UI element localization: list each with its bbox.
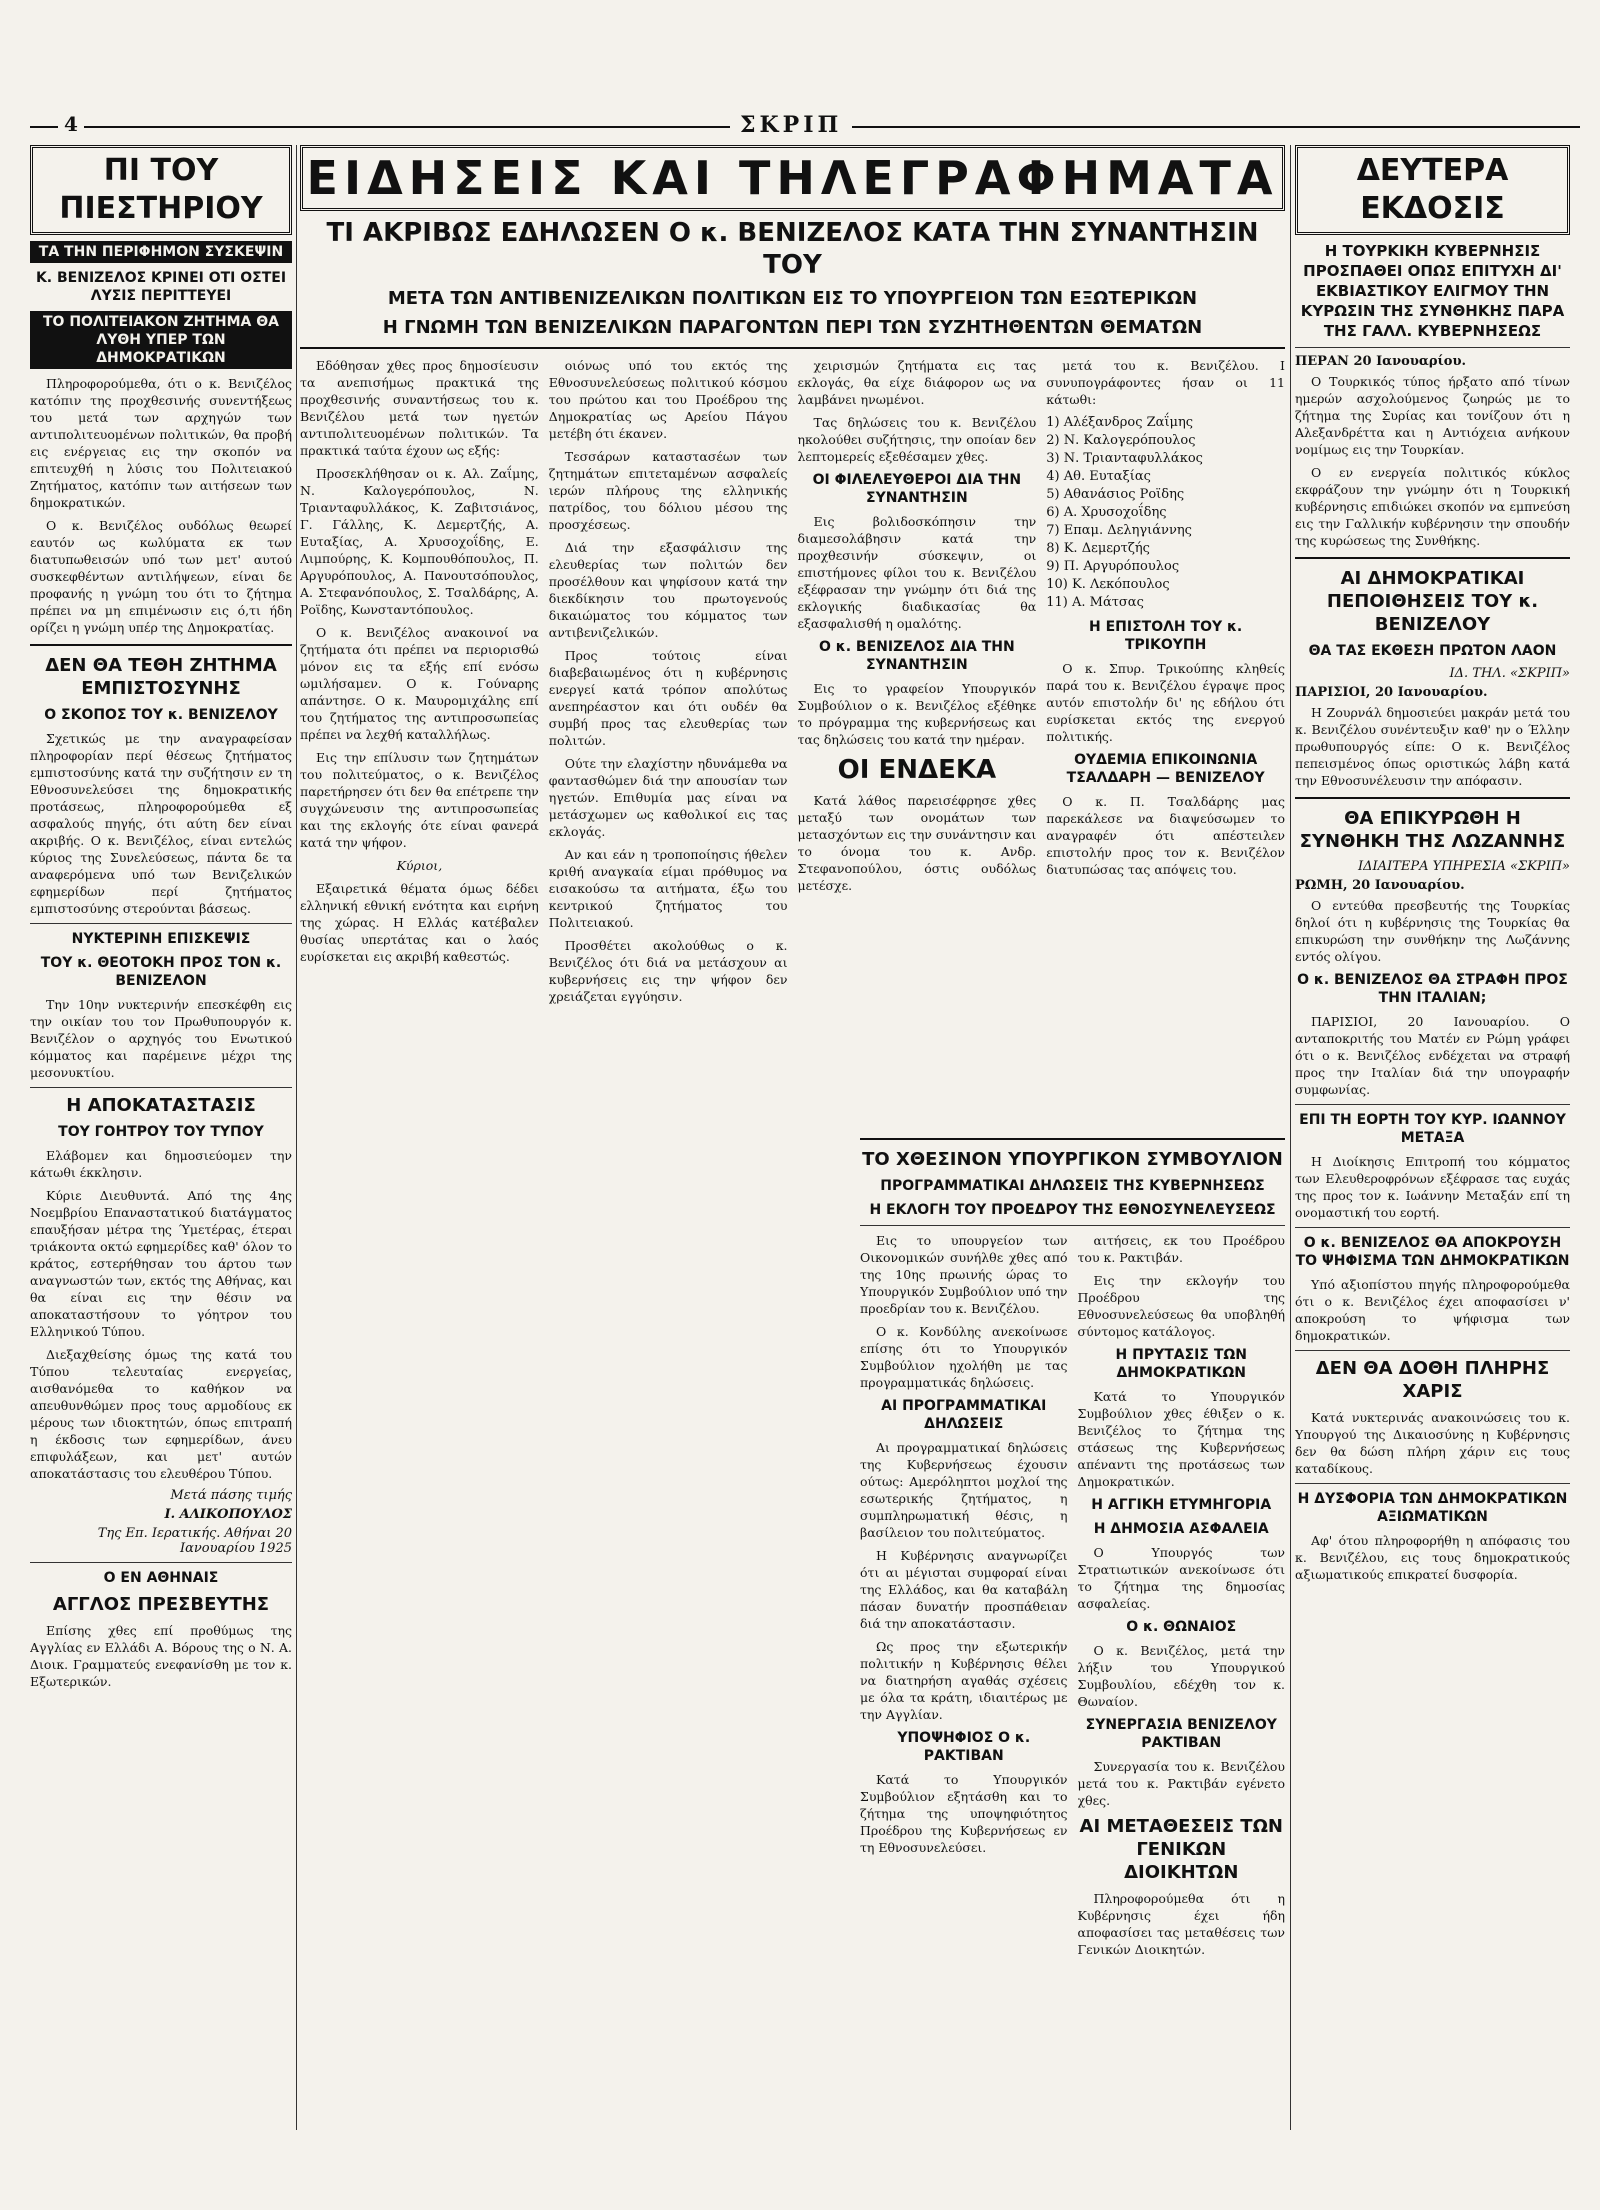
- main-headline-1: ΤΙ ΑΚΡΙΒΩΣ ΕΔΗΛΩΣΕΝ Ο κ. ΒΕΝΙΖΕΛΟΣ ΚΑΤΑ ΤΗΝ ΣΥΝΑΝΤΗΣΙΝ ΤΟΥ: [326, 218, 1259, 280]
- left-headline-3: ΤΟ ΠΟΛΙΤΕΙΑΚΟΝ ΖΗΤΗΜΑ ΘΑ ΛΥΘΗ ΥΠΕΡ ΤΩΝ ΔΗΜΟΚΡΑΤΙΚΩΝ: [30, 311, 292, 369]
- right-column: [1295, 145, 1570, 2130]
- list-item: 3) Ν. Τριανταφυλλάκος: [1046, 451, 1203, 466]
- divider: [860, 1138, 1285, 1140]
- article-paragraph: Εις το γραφείον Υπουργικόν Συμβούλιον ο κ. Βενιζέλος εξέθηκε το πρόγραμμα της κυβερνήσεως και τας δηλώσεις του κατά την ημέραν.: [797, 681, 1037, 747]
- source-line: ΙΔ. ΤΗΛ. «ΣΚΡΙΠ»: [1449, 666, 1570, 681]
- list-item: 6) Α. Χρυσοχοΐδης: [1046, 505, 1167, 520]
- list-item: 7) Επαμ. Δεληγιάννης: [1046, 523, 1192, 538]
- right-headline-4: ΘΑ ΕΠΙΚΥΡΩΘΗ Η ΣΥΝΘΗΚΗ ΤΗΣ ΛΩΖΑΝΝΗΣ: [1299, 808, 1566, 852]
- article-paragraph: Ο Υπουργός των Στρατιωτικών ανεκοίνωσε ότι το ζήτημα της δημοσίας ασφαλείας.: [1077, 1545, 1285, 1611]
- article-paragraph: Ο κ. Π. Τσαλδάρης μας παρεκάλεσε να διαψεύσωμεν το αναγραφέν ότι απέστειλεν επιστολήν προς τον κ. Βενιζέλον διατυπώσας τας απόψεις του.: [1046, 794, 1285, 877]
- left-headline-1: ΤΑ ΤΗΝ ΠΕΡΙΦΗΜΟΝ ΣΥΣΚΕΨΙΝ: [30, 241, 292, 263]
- dateline: ΠΕΡΑΝ 20 Ιανουαρίου.: [1295, 354, 1467, 369]
- main-headline-2: ΜΕΤΑ ΤΩΝ ΑΝΤΙΒΕΝΙΖΕΛΙΚΩΝ ΠΟΛΙΤΙΚΩΝ ΕΙΣ ΤΟ ΥΠΟΥΡΓΕΙΟΝ ΤΩΝ ΕΞΩΤΕΡΙΚΩΝ: [387, 288, 1198, 309]
- article-paragraph: Κατά το Υπουργικόν Συμβούλιον εξητάσθη και το ζήτημα της υποψηφιότητος Προέδρου της Κυβερνήσεως εν τη Εθνοσυνελεύσει.: [860, 1772, 1068, 1855]
- page-header: [30, 112, 1580, 136]
- section-headline: Η ΑΓΓΙΚΗ ΕΤΥΜΗΓΟΡΙΑ: [1091, 1497, 1272, 1513]
- left-paragraph: Ο κ. Βενιζέλος ουδόλως θεωρεί εαυτόν ως κωλύματα εκ των διατυπωθεισών υπό των μετ' αυτού συσκεφθέντων αντιλήψεων, είναι δε προφανής η γνώμη του ότι το ζήτημα πρέπει να μη επιμένωσιν εις ό,τι ήδη ορίζει η γνώμη υπέρ της Δημοκρατίας.: [30, 518, 292, 635]
- article-paragraph: Εδόθησαν χθες προς δημοσίευσιν τα ανεπισήμως πρακτικά της προχθεσινής συναντήσεως του κ. Βενιζέλου μετά των ηγετών αντιπολιτευομένων πολιτικών. Τα πρακτικά ταύτα έχουν ως εξής:: [300, 358, 539, 458]
- left-paragraph: Κύριε Διευθυντά. Από της 4ης Νοεμβρίου Επαναστατικού διατάγματος επαυξήσαν μέτρα της Ύμετέρας, έτεραι τριάκοντα οκτώ εφημερίδες καθ' όλον το κράτος, εστερήθησαν του άρτου των αναγνωστών των, εκτός της Αθήνας, και θα είναι εις την θέσιν να αποκαταστήσουν το γόητρον του Ελληνικού Τύπου.: [30, 1188, 292, 1339]
- divider: [1295, 1227, 1570, 1228]
- article-paragraph: οιόνως υπό του εκτός της Εθνοσυνελεύσεως πολιτικού κόσμου του πρώτου και του Προέδρου της Δημοκρατίας ως Αρείου Πάγου μετέβη ότι έκανεν.: [548, 358, 788, 441]
- article-paragraph: Ο κ. Σπυρ. Τρικούπης κληθείς παρά του κ. Βενιζέλου έγραψε προς αυτόν επιστολήν δι' ης εδήλου ότι ευρίσκεται εκτός της ενεργού πολιτικής.: [1046, 661, 1285, 744]
- source-line: ΙΔΙΑΙΤΕΡΑ ΥΠΗΡΕΣΙΑ «ΣΚΡΙΠ»: [1358, 859, 1570, 874]
- left-headline-8: Η ΑΠΟΚΑΤΑΣΤΑΣΙΣ: [66, 1095, 256, 1116]
- right-paragraph: Ο εν ενεργεία πολιτικός κύκλος εκφράζουν την γνώμην ότι η Τουρκική κυβέρνησις επιδιώκει σκοπόν να εμπνεύση εις την Γαλλικήν κυβέρνησιν την σπουδήν της κυρώσεως της Συνθήκης.: [1295, 465, 1570, 548]
- list-item: 4) Αθ. Ευταξίας: [1046, 469, 1151, 484]
- article-paragraph: Προς τούτοις είναι διαβεβαιωμένος ότι η κυβέρνησις ενεργεί κατά τρόπον απολύτως ανεπηρέαστον και ότι ουδέν θα συμβή προς τας ελευθερίας των πολιτών.: [548, 648, 788, 748]
- right-headline-8: ΔΕΝ ΘΑ ΔΟΘΗ ΠΛΗΡΗΣ ΧΑΡΙΣ: [1315, 1358, 1550, 1402]
- article-paragraph: Αι προγραμματικαί δηλώσεις της Κυβερνήσεως έχουσιν ούτως: Αμερόληπτοι μοχλοί της εσωτερικής ζητήματος, η συμπληρωματική θέσις, η βασίλειον του πολιτεύματος.: [860, 1440, 1068, 1540]
- section-headline: ΟΥΔΕΜΙΑ ΕΠΙΚΟΙΝΩΝΙΑ ΤΣΑΛΔΑΡΗ — ΒΕΝΙΖΕΛΟΥ: [1066, 752, 1265, 786]
- main-column-1: [300, 357, 539, 2130]
- section-headline: ΑΙ ΠΡΟΓΡΑΜΜΑΤΙΚΑΙ ΔΗΛΩΣΕΙΣ: [881, 1398, 1047, 1432]
- left-paragraph: Πληροφορούμεθα, ότι ο κ. Βενιζέλος κατόπιν της προχθεσινής συνεντήξεως του μετά των αρχηγών των αντιπολιτευομένων πολιτικών, θα προβή εις ενέργειας εις την σκοπόν να επιτευχθή η λύσις του Πολιτειακού Ζητήματος, κατόπιν των αιτήσεων των δημοκρατικών.: [30, 376, 292, 510]
- article-paragraph: Κύριοι,: [396, 858, 443, 873]
- left-headline-9: ΤΟΥ ΓΟΗΤΡΟΥ ΤΟΥ ΤΥΠΟΥ: [58, 1124, 264, 1140]
- cabinet-section: [860, 1130, 1285, 2130]
- article-paragraph: αιτήσεις, εκ του Προέδρου του κ. Ρακτιβάν.: [1077, 1233, 1285, 1265]
- main-headline-3: Η ΓΝΩΜΗ ΤΩΝ ΒΕΝΙΖΕΛΙΚΩΝ ΠΑΡΑΓΟΝΤΩΝ ΠΕΡΙ ΤΩΝ ΣΥΖΗΤΗΘΕΝΤΩΝ ΘΕΜΑΤΩΝ: [382, 317, 1203, 338]
- left-headline-2: Κ. ΒΕΝΙΖΕΛΟΣ ΚΡΙΝΕΙ ΟΤΙ ΟΣΤΕΙ ΛΥΣΙΣ ΠΕΡΙΤΤΕΥΕΙ: [35, 270, 287, 304]
- left-paragraph: Διεξαχθείσης όμως της κατά του Τύπου τελευταίας ενεργείας, αισθανόμεθα το καθήκον να απευθυνθώμεν προς τους αρμοδίους εκ μέρους των ιδιοκτητών, όπως επιτραπή η έκδοσις των εφημερίδων, άνευ επιφυλάξεων, και μετ' αυτών αποκατάστασις του ελευθέρου Τύπου.: [30, 1347, 292, 1481]
- right-headline-3: ΘΑ ΤΑΣ ΕΚΘΕΣΗ ΠΡΩΤΟΝ ΛΑΟΝ: [1308, 643, 1557, 659]
- section-headline: Η ΠΡΥΤΑΣΙΣ ΤΩΝ ΔΗΜΟΚΡΑΤΙΚΩΝ: [1115, 1347, 1247, 1381]
- divider: [1295, 347, 1570, 348]
- right-headline-2: ΑΙ ΔΗΜΟΚΡΑΤΙΚΑΙ ΠΕΠΟΙΘΗΣΕΙΣ ΤΟΥ κ. ΒΕΝΙΖΕΛΟΥ: [1326, 568, 1539, 635]
- left-paragraph: Την 10ην νυκτερινήν επεσκέφθη εις την οικίαν του τον Πρωθυπουργόν κ. Βενιζέλον ο αρχηγός του Ενωτικού κόμματος και παρέμεινε μέχρι της μεσονυκτίου.: [30, 997, 292, 1080]
- article-paragraph: Εις το υπουργείον των Οικονομικών συνήλθε χθες από της 10ης πρωινής ώρας το Υπουργικόν Συμβούλιον υπό την προεδρίαν του κ. Βενιζέλου.: [860, 1233, 1068, 1316]
- right-headline-6: ΕΠΙ ΤΗ ΕΟΡΤΗ ΤΟΥ ΚΥΡ. ΙΩΑΝΝΟΥ ΜΕΤΑΞΑ: [1299, 1112, 1566, 1146]
- main-banner: ΕΙΔΗΣΕΙΣ ΚΑΙ ΤΗΛΕΓΡΑΦΗΜΑΤΑ: [300, 145, 1285, 211]
- dateline: ΠΑΡΙΣΙΟΙ, 20 Ιανουαρίου.: [1295, 685, 1488, 700]
- article-paragraph: Πληροφορούμεθα ότι η Κυβέρνησις έχει ήδη αποφασίσει τας μεταθέσεις των Γενικών Διοικητών.: [1077, 1891, 1285, 1957]
- section-headline: ΟΙ ΦΙΛΕΛΕΥΘΕΡΟΙ ΔΙΑ ΤΗΝ ΣΥΝΑΝΤΗΣΙΝ: [812, 472, 1022, 506]
- left-paragraph: Σχετικώς με την αναγραφείσαν πληροφορίαν περί θέσεως ζητήματος εμπιστοσύνης κατά την συζήτησιν εν τη Εθνοσυνελεύσει της δημοκρατικής προτάσεως, πληροφορούμεθα εξ ασφαλούς πηγής, ότι αύτη δεν είναι ακριβής. Ο κ. Βενιζέλος, είναι εντελώς κύριος της Συνελεύσεως, πάντα δε τα αναφερόμενα υπό των Βενιζελικών εφημερίδων περί ζητήματος εμπιστοσύνης στερούνται βάσεως.: [30, 731, 292, 916]
- cabinet-subheadline-2: Η ΕΚΛΟΓΗ ΤΟΥ ΠΡΟΕΔΡΟΥ ΤΗΣ ΕΘΝΟΣΥΝΕΛΕΥΣΕΩΣ: [869, 1202, 1276, 1218]
- article-paragraph: Η Κυβέρνησις αναγνωρίζει ότι αι μέγισται συμφοραί είναι της Ελλάδος, και θα καταβάλη πάσαν δυνατήν προσπάθειαν διά την αποκατάστασιν.: [860, 1548, 1068, 1631]
- right-headline-7: Ο κ. ΒΕΝΙΖΕΛΟΣ ΘΑ ΑΠΟΚΡΟΥΣΗ ΤΟ ΨΗΦΙΣΜΑ ΤΩΝ ΔΗΜΟΚΡΑΤΙΚΩΝ: [1295, 1235, 1570, 1269]
- cabinet-column-1: [860, 1232, 1068, 1964]
- list-item: 1) Αλέξανδρος Ζαΐμης: [1046, 415, 1194, 430]
- divider: [30, 923, 292, 924]
- divider: [1295, 797, 1570, 799]
- divider: [1295, 1350, 1570, 1351]
- section-headline: Ο κ. ΒΕΝΙΖΕΛΟΣ ΔΙΑ ΤΗΝ ΣΥΝΑΝΤΗΣΙΝ: [819, 639, 1015, 673]
- cabinet-columns: [860, 1232, 1285, 1964]
- page-number: 4: [58, 112, 84, 136]
- cabinet-subheadline-1: ΠΡΟΓΡΑΜΜΑΤΙΚΑΙ ΔΗΛΩΣΕΙΣ ΤΗΣ ΚΥΒΕΡΝΗΣΕΩΣ: [880, 1178, 1265, 1194]
- article-paragraph: χειρισμών ζητήματα εις τας εκλογάς, θα είχε διάφορον ως να λαμβάνει ηνωμένοι.: [797, 358, 1037, 407]
- column-rule-2: [1290, 145, 1291, 2130]
- article-paragraph: Εξαιρετικά θέματα όμως δέδει ελληνική εθνική ενότητα και ειρήνη της χώρας. Η Ελλάς κατέβαλεν θυσίας υπερτάτας και ο λαός ευρίσκεται εις ακριβή καθεστώς.: [300, 881, 539, 964]
- masthead: ΣΚΡΙΠ: [730, 112, 852, 138]
- article-paragraph: Αν και εάν η τροποποίησις ήθελεν κριθή αναγκαία είμαι πρόθυμος να εισακούσω τα αιτήματα, έξω του κεντρικού ζητήματος του Πολιτειακού.: [548, 847, 788, 930]
- right-headline-5: Ο κ. ΒΕΝΙΖΕΛΟΣ ΘΑ ΣΤΡΑΦΗ ΠΡΟΣ ΤΗΝ ΙΤΑΛΙΑΝ;: [1297, 972, 1568, 1006]
- article-paragraph: Ο κ. Βενιζέλος ανακοινοί να ζητήματα ότι πρέπει να περιορισθώ μόνον εις τα εξής επί ενόσω ωμιλήσαμεν. Ο κ. Γούναρης απάντησε. Ο κ. Μαυρομιχάλης επί του ζητήματος της αντιπροσωπείας πρέπει να λεχθή καταλλήλως.: [300, 625, 539, 742]
- section-headline: Ο κ. ΘΩΝΑΙΟΣ: [1126, 1619, 1237, 1635]
- left-headline-11: ΑΓΓΛΟΣ ΠΡΕΣΒΕΥΤΗΣ: [52, 1594, 270, 1615]
- divider: [1295, 1483, 1570, 1484]
- right-headline-9: Η ΔΥΣΦΟΡΙΑ ΤΩΝ ΔΗΜΟΚΡΑΤΙΚΩΝ ΑΞΙΩΜΑΤΙΚΩΝ: [1297, 1491, 1568, 1525]
- article-paragraph: Ως προς την εξωτερικήν πολιτικήν η Κυβέρνησις θέλει να διατηρήση αγαθάς σχέσεις με όλα τα κράτη, ιδιαιτέρως με την Αγγλίαν.: [860, 1639, 1068, 1722]
- right-banner: ΔΕΥΤΕΡΑ ΕΚΔΟΣΙΣ: [1295, 145, 1570, 235]
- right-paragraph: ΠΑΡΙΣΙΟΙ, 20 Ιανουαρίου. Ο ανταποκριτής του Ματέν εν Ρώμη γράφει ότι ο κ. Βενιζέλος ενδέχεται να στραφή προς την Ιταλίαν διά την υπογραφήν συμφωνίας.: [1295, 1014, 1570, 1097]
- divider: [860, 1225, 1285, 1226]
- left-headline-7: ΤΟΥ κ. ΘΕΟΤΟΚΗ ΠΡΟΣ ΤΟΝ κ. ΒΕΝΙΖΕΛΟΝ: [40, 955, 282, 989]
- right-paragraph: Η Διοίκησις Επιτροπή του κόμματος των Ελευθεροφρόνων εξέφρασε τας ευχάς της προς τον κ. Ιωάννην Μεταξάν επί τη ονομαστική του εορτή.: [1295, 1154, 1570, 1220]
- right-paragraph: Ο Τουρκικός τύπος ήρξατο από τίνων ημερών ασχολούμενος ζωηρώς με το ζήτημα της Συρίας και τονίζουν ότι η Αλεξανδρέττα και η Αντιόχεια ανήκουν νομίμως εις την Τουρκίαν.: [1295, 374, 1570, 457]
- right-paragraph: Υπό αξιοπίστου πηγής πληροφορούμεθα ότι ο κ. Βενιζέλος έχει αποφασίσει ν' αποκρούση το ψήφισμα των δημοκρατικών.: [1295, 1277, 1570, 1343]
- right-paragraph: Κατά νυκτερινάς ανακοινώσεις του κ. Υπουργού της Δικαιοσύνης η Κυβέρνησις δεν θα δώση πλήρη χάριν εις τους καταδίκους.: [1295, 1410, 1570, 1476]
- section-headline: ΥΠΟΨΗΦΙΟΣ Ο κ. ΡΑΚΤΙΒΑΝ: [897, 1730, 1031, 1764]
- left-headline-4: ΔΕΝ ΘΑ ΤΕΘΗ ΖΗΤΗΜΑ ΕΜΠΙΣΤΟΣΥΝΗΣ: [45, 655, 277, 699]
- divider: [1295, 557, 1570, 559]
- article-paragraph: Εις την επίλυσιν των ζητημάτων του πολιτεύματος, ο κ. Βενιζέλος παρετήρησεν ότι δεν θα επέτρεπε την συγχώνευσιν της αντιπροσωπείας και της εκλογής ότε είναι φανερά κατά την ψήφον.: [300, 750, 539, 850]
- article-paragraph: Εις την εκλογήν του Προέδρου της Εθνοσυνελεύσεως θα υποβληθή σύντομος κατάλογος.: [1077, 1273, 1285, 1339]
- left-headline-5: Ο ΣΚΟΠΟΣ ΤΟΥ κ. ΒΕΝΙΖΕΛΟΥ: [44, 707, 278, 723]
- section-headline: Η ΕΠΙΣΤΟΛΗ ΤΟΥ κ. ΤΡΙΚΟΥΠΗ: [1089, 619, 1243, 653]
- divider: [1295, 1104, 1570, 1105]
- signature-name: Ι. ΑΛΙΚΟΠΟΥΛΟΣ: [164, 1507, 292, 1522]
- divider: [30, 644, 292, 646]
- left-paragraph: Επίσης χθες επί προθύμως της Αγγλίας εν Ελλάδι Α. Βόρους της ο Ν. Α. Διοικ. Γραμματεύς ενεφανίσθη με τον κ. Εξωτερικών.: [30, 1623, 292, 1689]
- main-column-2: [549, 357, 788, 2130]
- section-headline: Η ΔΗΜΟΣΙΑ ΑΣΦΑΛΕΙΑ: [1093, 1521, 1269, 1537]
- left-headline-10: Ο ΕΝ ΑΘΗΝΑΙΣ: [103, 1570, 219, 1586]
- list-item: 5) Αθανάσιος Ροϊδης: [1046, 487, 1185, 502]
- list-item: 9) Π. Αργυρόπουλος: [1046, 559, 1180, 574]
- section-headline: ΟΙ ΕΝΔΕΚΑ: [837, 755, 997, 785]
- divider: [30, 1087, 292, 1088]
- article-paragraph: Κατά λάθος παρεισέφρησε χθες μεταξύ των ονομάτων των μετασχόντων εις την συνάντησιν και το όνομα του κ. Ανδρ. Στεφανοπούλου, όστις ουδόλως μετέσχε.: [797, 793, 1037, 893]
- article-paragraph: Ο κ. Βενιζέλος, μετά την λήξιν του Υπουργικού Συμβουλίου, εδέχθη τον κ. Θωναίον.: [1077, 1643, 1285, 1709]
- cabinet-column-2: [1078, 1232, 1286, 1964]
- left-column: [30, 145, 292, 2130]
- article-paragraph: Συνεργασία του κ. Βενιζέλου μετά του κ. Ρακτιβάν εγένετο χθες.: [1077, 1759, 1285, 1808]
- signatories-list: [1046, 414, 1285, 612]
- right-paragraph: Ο εντεύθα πρεσβευτής της Τουρκίας δηλοί ότι η κυβέρνησις της Τουρκίας θα επικυρώση την συνθήκην της Λωζάννης εντός ολίγου.: [1295, 898, 1570, 964]
- list-item: 8) Κ. Δεμερτζής: [1046, 541, 1150, 556]
- article-paragraph: Ο κ. Κονδύλης ανεκοίνωσε επίσης ότι το Υπουργικόν Συμβούλιον ηχολήθη με τας προγραμματικάς δηλώσεις.: [860, 1324, 1068, 1390]
- article-paragraph: Τας δηλώσεις του κ. Βενιζέλου ηκολούθει συζήτησις, την οποίαν δεν λεπτομερείς εξεθέσαμεν χθες.: [797, 415, 1037, 464]
- list-item: 10) Κ. Λεκόπουλος: [1046, 577, 1170, 592]
- right-paragraph: Η Ζουρνάλ δημοσιεύει μακράν μετά του κ. Βενιζέλου συνέντευξιν καθ' ην ο Έλλην πρωθυπουργός είπε: Ο κ. Βενιζέλος πεπεισμένος όπως οριστικώς λάβη κατά την Εθνοσυνέλευσιν την απόφασιν.: [1295, 705, 1570, 788]
- article-paragraph: Κατά το Υπουργικόν Συμβούλιον χθες έθιξεν ο κ. Βενιζέλος το ζήτημα της στάσεως της Κυβερνήσεως απέναντι της προτάσεως των Δημοκρατικών.: [1077, 1389, 1285, 1489]
- signature-role: Της Επ. Ιερατικής. Αθήναι 20 Ιανουαρίου 1925: [97, 1526, 292, 1556]
- column-rule-1: [296, 145, 297, 2130]
- article-paragraph: Προσεκλήθησαν οι κ. Αλ. Ζαΐμης, Ν. Καλογερόπουλος, Ν. Τριανταφυλλάκος, Κ. Ζαβιτσιάνος, Γ. Γάλλης, Κ. Δεμερτζής, Α. Ευταξίας, Α. Χρυσοχοΐδης, Ε. Λιμπούρης, Κ. Κομπουθόπουλος, Π. Αργυρόπουλος, Α. Πανουτσόπουλος, Α. Στεφανόπουλος, Σ. Τσαλδάρης, Α. Ροϊδης, Κωνσταντόπουλος.: [300, 466, 539, 617]
- dateline: ΡΩΜΗ, 20 Ιανουαρίου.: [1295, 878, 1465, 893]
- article-paragraph: Προσθέτει ακολούθως ο κ. Βενιζέλος ότι διά να μετάσχουν αι κυβερνήσεις εις την ψήφον δεν χρειάζεται εγγύησιν.: [548, 938, 788, 1004]
- list-item: 11) Α. Μάτσας: [1046, 595, 1144, 610]
- left-paragraph: Ελάβομεν και δημοσιεύομεν την κάτωθι έκκλησιν.: [30, 1148, 292, 1180]
- right-paragraph: Αφ' ότου πληροφορήθη η απόφασις του κ. Βενιζέλου, εις τους δημοκρατικούς αξιωματικούς επικρατεί δυσφορία.: [1295, 1533, 1570, 1582]
- section-headline: ΣΥΝΕΡΓΑΣΙΑ ΒΕΝΙΖΕΛΟΥ ΡΑΚΤΙΒΑΝ: [1085, 1717, 1277, 1751]
- left-banner: ΠΙ ΤΟΥ ΠΙΕΣΤΗΡΙΟΥ: [30, 145, 292, 235]
- article-paragraph: Ούτε την ελαχίστην ηδυνάμεθα να φαντασθώμεν διά την απουσίαν των ηγετών. Επιθυμία μας είναι να μετάσχωμεν ως καθολικοί εις τας εκλογάς.: [548, 756, 788, 839]
- article-paragraph: μετά του κ. Βενιζέλου. Ι συνυπογράφοντες ήσαν οι 11 κάτωθι:: [1046, 358, 1285, 407]
- signature-intro: Μετά πάσης τιμής: [170, 1488, 292, 1503]
- cabinet-headline: ΤΟ ΧΘΕΣΙΝΟΝ ΥΠΟΥΡΓΙΚΟΝ ΣΥΜΒΟΥΛΙΟΝ: [862, 1149, 1283, 1170]
- section-headline: ΑΙ ΜΕΤΑΘΕΣΕΙΣ ΤΩΝ ΓΕΝΙΚΩΝ ΔΙΟΙΚΗΤΩΝ: [1079, 1816, 1283, 1883]
- divider: [300, 347, 1285, 349]
- article-paragraph: Διά την εξασφάλισιν της ελευθερίας των πολιτών δεν προσέλθουν και ψηφίσουν κατά την διεκδίκησιν του πρωτογενούς δικαιώματος του κόμματος των αντιβενιζελικών.: [548, 540, 788, 640]
- article-paragraph: Τεσσάρων καταστασέων των ζητημάτων επιτεταμένων ασφαλείς ιερών πλήρους της ελληνικής πατρίδος, του δόλιου μέσου της προσχέσεως.: [548, 449, 788, 532]
- divider: [30, 1562, 292, 1563]
- article-paragraph: Εις βολιδοσκόπησιν την διαμεσολάβησιν κατά την προχθεσινήν σύσκεψιν, οι επιστήμονες φίλοι του κ. Βενιζέλου εξέφρασαν την γνώμην ότι διά της εκλογικής διαδικασίας θα εξασφαλισθή η ομαλότης.: [797, 514, 1037, 631]
- list-item: 2) Ν. Καλογερόπουλος: [1046, 433, 1196, 448]
- right-headline-1: Η ΤΟΥΡΚΙΚΗ ΚΥΒΕΡΝΗΣΙΣ ΠΡΟΣΠΑΘΕΙ ΟΠΩΣ ΕΠΙΤΥΧΗ ΔΙ' ΕΚΒΙΑΣΤΙΚΟΥ ΕΛΙΓΜΟΥ ΤΗΝ ΚΥΡΩΣΙΝ ΤΗΣ ΣΥΝΘΗΚΗΣ ΠΑΡΑ ΤΗΣ ΓΑΛΛ. ΚΥΒΕΡΝΗΣΕΩΣ: [1300, 242, 1565, 340]
- left-headline-6: ΝΥΚΤΕΡΙΝΗ ΕΠΙΣΚΕΨΙΣ: [71, 931, 251, 947]
